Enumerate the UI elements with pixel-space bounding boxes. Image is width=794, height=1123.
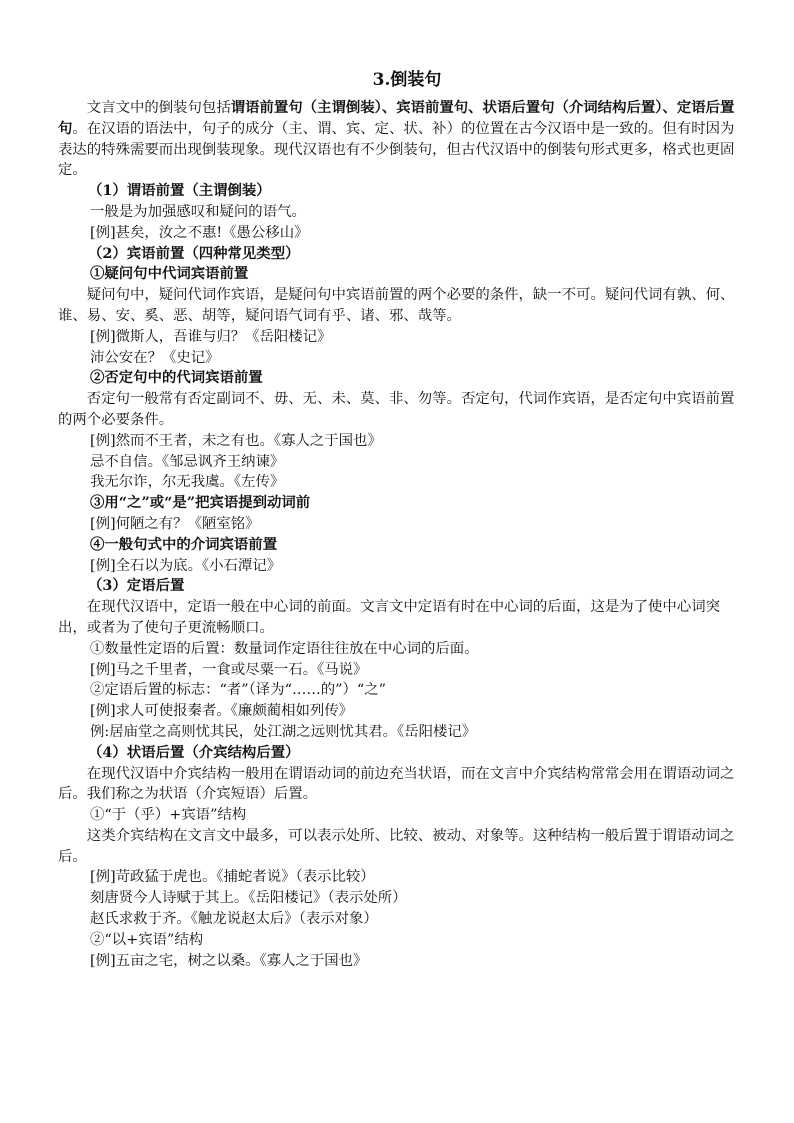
paragraph-attributive: 在现代汉语中，定语一般在中心词的前面。文言文中定语有时在中心词的后面，这是为了使中心词突出，或者为了使句子更流畅顺口。 bbox=[58, 599, 720, 636]
subheading-negative-text: ②否定句中的代词宾语前置 bbox=[90, 369, 263, 387]
example-line-6: 忌不自信。《邹忌讽齐王纳谏》 bbox=[90, 453, 285, 470]
heading-object-fronting bbox=[58, 244, 736, 265]
heading-attributive-text: （3）定语后置 bbox=[88, 577, 185, 595]
paragraph-interrogative: 疑问句中，疑问代词作宾语，是疑问句中宾语前置的两个必要的条件，缺一不可。疑问代词有孰、何、谁、易、安、奚、恶、胡等，疑问语气词有乎、诸、邪、哉等。 bbox=[58, 287, 735, 324]
line-10: ①数量性定语的后置：数量词作定语往往放在中心词的后面。 bbox=[90, 640, 479, 657]
line-19: ②“以+宾语”结构 bbox=[90, 931, 204, 948]
document-page bbox=[58, 68, 736, 971]
heading-adverbial-text: （4）状语后置（介宾结构后置） bbox=[88, 743, 300, 761]
example-line-3: [例]微斯人，吾谁与归？《岳阳楼记》 bbox=[90, 328, 332, 345]
line-12: ②定语后置的标志：“者”（译为“……的”）“之” bbox=[90, 682, 386, 699]
example-line-7: 我无尔诈，尔无我虞。《左传》 bbox=[90, 474, 285, 491]
example-line-16: [例]苛政猛于虎也。《捕蛇者说》（表示比较） bbox=[90, 869, 375, 886]
subheading-negative bbox=[58, 368, 736, 389]
example-line-8: [例]何陋之有？《陋室铭》 bbox=[90, 515, 260, 532]
example-line-5: [例]然而不王者，未之有也。《寡人之于国也》 bbox=[90, 432, 382, 449]
example-line-20: [例]五亩之宅，树之以桑。《寡人之于国也》 bbox=[90, 952, 368, 969]
example-line-13: [例]求人可使报秦者。《廉颇蔺相如列传》 bbox=[90, 703, 354, 720]
example-line-18: 赵氏求救于齐。《触龙说赵太后》（表示对象） bbox=[90, 911, 378, 928]
intro-bold-terms: 谓语前置句（主谓倒装）、宾语前置句、状语后置句（介词结构后置）、定语后置句 bbox=[58, 99, 735, 137]
example-line-9: [例]全石以为底。《小石潭记》 bbox=[90, 557, 282, 574]
intro-paragraph bbox=[58, 98, 736, 181]
subheading-zhi-shi-text: ③用“之”或“是”把宾语提到动词前 bbox=[90, 494, 311, 512]
paragraph-adverbial: 在现代汉语中介宾结构一般用在谓语动词的前边充当状语，而在文言中介宾结构常常会用在谓语动词之后。我们称之为状语（介宾短语）后置。 bbox=[58, 765, 735, 803]
example-line-2: [例]甚矣，汝之不惠!《愚公移山》 bbox=[90, 224, 309, 241]
line-1: 一般是为加强感叹和疑问的语气。 bbox=[90, 203, 306, 220]
subheading-interrogative-text: ①疑问句中代词宾语前置 bbox=[90, 265, 249, 283]
heading-object-fronting-text: （2）宾语前置（四种常见类型） bbox=[88, 244, 300, 262]
example-line-14: 例:居庙堂之高则忧其民，处江湖之远则忧其君。《岳阳楼记》 bbox=[90, 723, 477, 740]
example-line-11: [例]马之千里者，一食或尽粟一石。《马说》 bbox=[90, 661, 368, 678]
paragraph-yu-structure: 这类介宾结构在文言文中最多，可以表示处所、比较、被动、对象等。这种结构一般后置于谓语动词之后。 bbox=[58, 827, 735, 865]
line-15: ①“于（乎）+宾语”结构 bbox=[90, 807, 247, 824]
heading-predicate-fronting-text: （1）谓语前置（主谓倒装） bbox=[88, 182, 271, 200]
example-line-17: 刻唐贤今人诗赋于其上。《岳阳楼记》（表示处所） bbox=[90, 890, 407, 907]
subheading-preposition bbox=[58, 535, 736, 556]
page-title: 3.倒装句 bbox=[372, 70, 442, 90]
subheading-interrogative bbox=[58, 264, 736, 285]
intro-text-2: 。在汉语的语法中，句子的成分（主、谓、宾、定、状、补）的位置在古今汉语中是一致的。但有时因为表达的特殊需要而出现倒装现象。现代汉语也有不少倒装句，但古代汉语中的倒装句形式更多，格式也更固定。 bbox=[58, 120, 735, 179]
heading-predicate-fronting bbox=[58, 181, 736, 202]
subheading-preposition-text: ④一般句式中的介词宾语前置 bbox=[90, 535, 278, 553]
intro-text-1: 文言文中的倒装句包括 bbox=[86, 100, 231, 116]
example-line-4: 沛公安在？《史记》 bbox=[90, 349, 220, 366]
heading-adverbial bbox=[58, 743, 736, 764]
heading-attributive bbox=[58, 576, 736, 597]
paragraph-negative: 否定句一般常有否定副词不、毋、无、未、莫、非、勿等。否定句，代词作宾语，是否定句中宾语前置的两个必要条件。 bbox=[58, 391, 735, 428]
subheading-zhi-shi bbox=[58, 493, 736, 514]
